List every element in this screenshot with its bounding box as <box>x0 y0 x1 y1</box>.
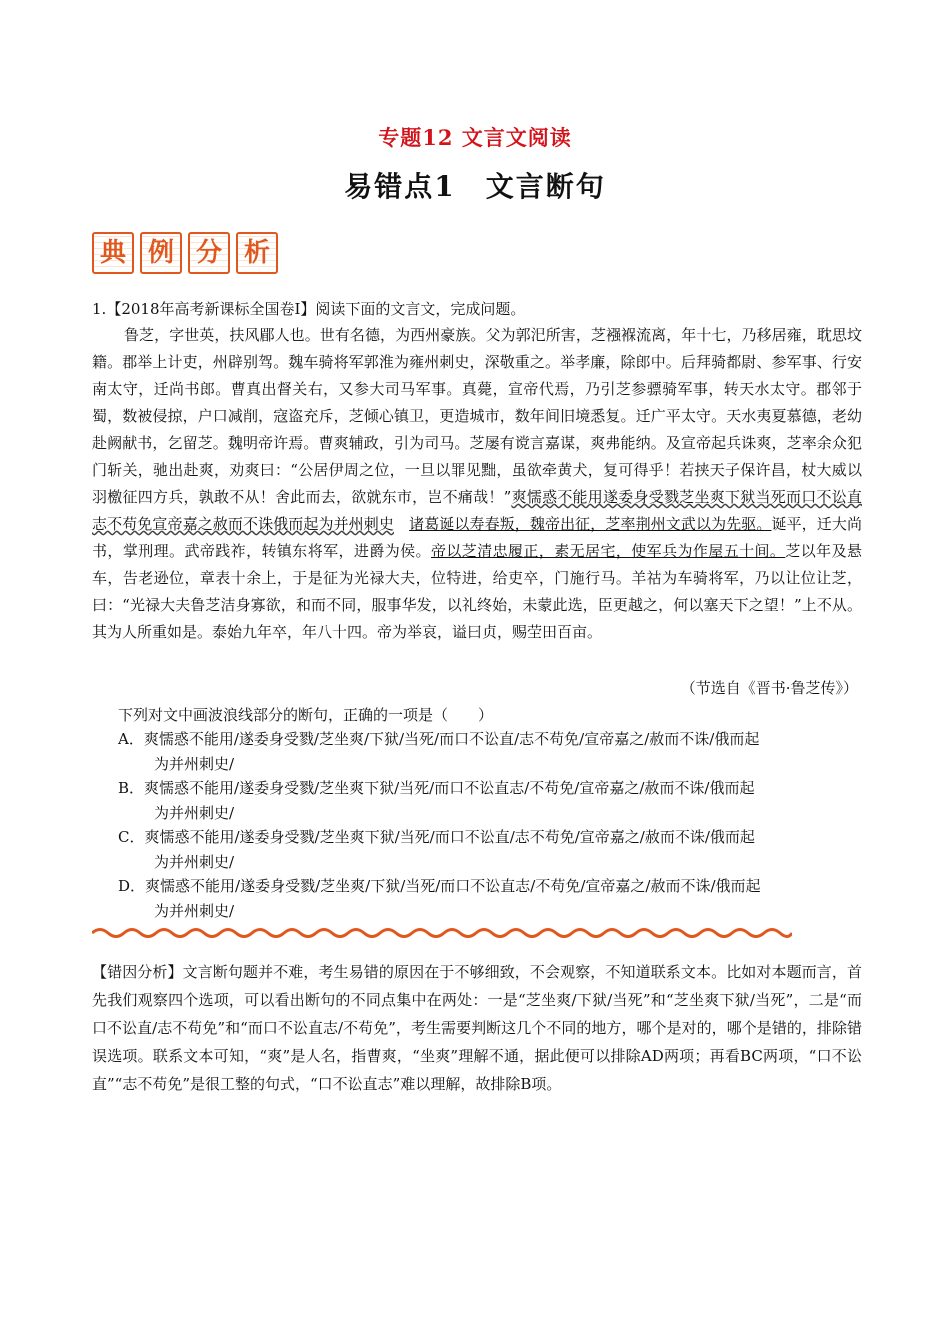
wavy-underlined-sentence: 爽懦惑不能用遂委身受戮芝坐爽下狱当死而口不讼直志不苟免宣帝嘉之赦而不诛俄而起为并州刺史 <box>92 488 862 533</box>
badge-char-4: 析 <box>236 232 278 274</box>
option-a-line-2: 为并州刺史/ <box>154 755 235 773</box>
question-source-tag: 【2018年高考新课标全国卷Ⅰ】 <box>106 300 316 318</box>
underlined-sentence-2: 帝以芝清忠履正，素无居宅，使军兵为作屋五十间。 <box>430 542 786 560</box>
passage-part-4: 芝以年及悬车，告老逊位，章表十余上，于是征为光禄大夫，位特进，给吏卒，门施行马。羊祜为车骑将军，乃以让位让芝，曰：“光禄大夫鲁芝洁身寡欲，和而不同，服事华发，以礼终始，未蒙此选，臣更越之，何以塞天下之望！”上不从。其为人所重如是。泰始九年卒，年八十四。帝为举哀，谥曰贞，赐茔田百亩。 <box>92 542 862 641</box>
question-prompt: 下列对文中画波浪线部分的断句，正确的一项是（ ） <box>118 706 494 724</box>
option-a-line-1: A．爽懦惑不能用/遂委身受戮/芝坐爽/下狱/当死/而口不讼直/志不苟免/宣帝嘉之/赦而不诛/俄而起 <box>118 730 760 748</box>
point-title: 易错点1 文言断句 <box>344 170 606 203</box>
option-a <box>118 727 864 777</box>
question-number: 1. <box>92 300 107 318</box>
error-analysis <box>92 958 862 1098</box>
option-b <box>118 776 864 826</box>
option-c <box>118 825 864 875</box>
passage-part-3: 诞平，迁大尚书，掌刑理。武帝践祚，转镇东将军，进爵为侯。 <box>92 515 862 560</box>
question-instruction: 阅读下面的文言文，完成问题。 <box>315 300 526 318</box>
option-b-line-2: 为并州刺史/ <box>154 804 235 822</box>
badge-char-3: 分 <box>188 232 230 274</box>
analysis-tag: 【错因分析】 <box>92 963 183 981</box>
passage-source: （节选自《晋书·鲁芝传》） <box>680 679 858 697</box>
question-heading <box>92 296 872 323</box>
wavy-divider <box>92 926 792 940</box>
section-badge <box>92 232 278 274</box>
option-c-line-1: C．爽懦惑不能用/遂委身受戮/芝坐爽下狱/当死/而口不讼直/志不苟免/宣帝嘉之/赦而不诛/俄而起 <box>118 828 755 846</box>
badge-char-1: 典 <box>92 232 134 274</box>
topic-title: 专题12 文言文阅读 <box>378 125 572 150</box>
option-c-line-2: 为并州刺史/ <box>154 853 235 871</box>
underlined-sentence-1: 诸葛诞以寿春叛，魏帝出征，芝率荆州文武以为先驱。 <box>409 515 772 533</box>
passage-part-1: 鲁芝，字世英，扶风郿人也。世有名德，为西州豪族。父为郭汜所害，芝襁褓流离，年十七，乃移居雍，耽思坟籍。郡举上计吏，州辟别驾。魏车骑将军郭淮为雍州刺史，深敬重之。举孝廉，除郎中。后拜骑都尉、参军事、行安南太守，迁尚书郎。曹真出督关右，又参大司马军事。真薨，宣帝代焉，乃引芝参骠骑军事，转天水太守。郡邻于蜀，数被侵掠，户口减削，寇盗充斥，芝倾心镇卫，更造城市，数年间旧境悉复。迁广平太守。天水夷夏慕德，老幼赴阙献书，乞留芝。魏明帝许焉。曹爽辅政，引为司马。芝屡有谠言嘉谋，爽弗能纳。及宣帝起兵诛爽，芝率余众犯门斩关，驰出赴爽，劝爽曰：“公居伊周之位，一旦以罪见黜，虽欲牵黄犬，复可得乎！若挟天子保许昌，杖大威以羽檄征四方兵，孰敢不从！舍此而去，欲就东市，岂不痛哉！” <box>92 326 862 506</box>
classical-passage <box>92 322 862 646</box>
option-b-line-1: B．爽懦惑不能用/遂委身受戮/芝坐爽下狱/当死/而口不讼直志/不苟免/宣帝嘉之/赦而不诛/俄而起 <box>118 779 755 797</box>
option-d-line-2: 为并州刺史/ <box>154 902 235 920</box>
option-d <box>118 874 864 924</box>
analysis-text: 文言断句题并不难，考生易错的原因在于不够细致，不会观察，不知道联系文本。比如对本题而言，首先我们观察四个选项，可以看出断句的不同点集中在两处：一是“芝坐爽/下狱/当死”和“芝坐爽下狱/当死”，二是“而口不讼直/志不苟免”和“而口不讼直志/不苟免”，考生需要判断这几个不同的地方，哪个是对的，哪个是错的，排除错误选项。联系文本可知，“爽”是人名，指曹爽，“坐爽”理解不通，据此便可以排除AD两项；再看BC两项，“口不讼直”“志不苟免”是很工整的句式，“口不讼直志”难以理解，故排除B项。 <box>92 963 862 1093</box>
badge-char-2: 例 <box>140 232 182 274</box>
option-d-line-1: D．爽懦惑不能用/遂委身受戮/芝坐爽/下狱/当死/而口不讼直志/不苟免/宣帝嘉之/赦而不诛/俄而起 <box>118 877 761 895</box>
passage-gap <box>394 515 409 533</box>
